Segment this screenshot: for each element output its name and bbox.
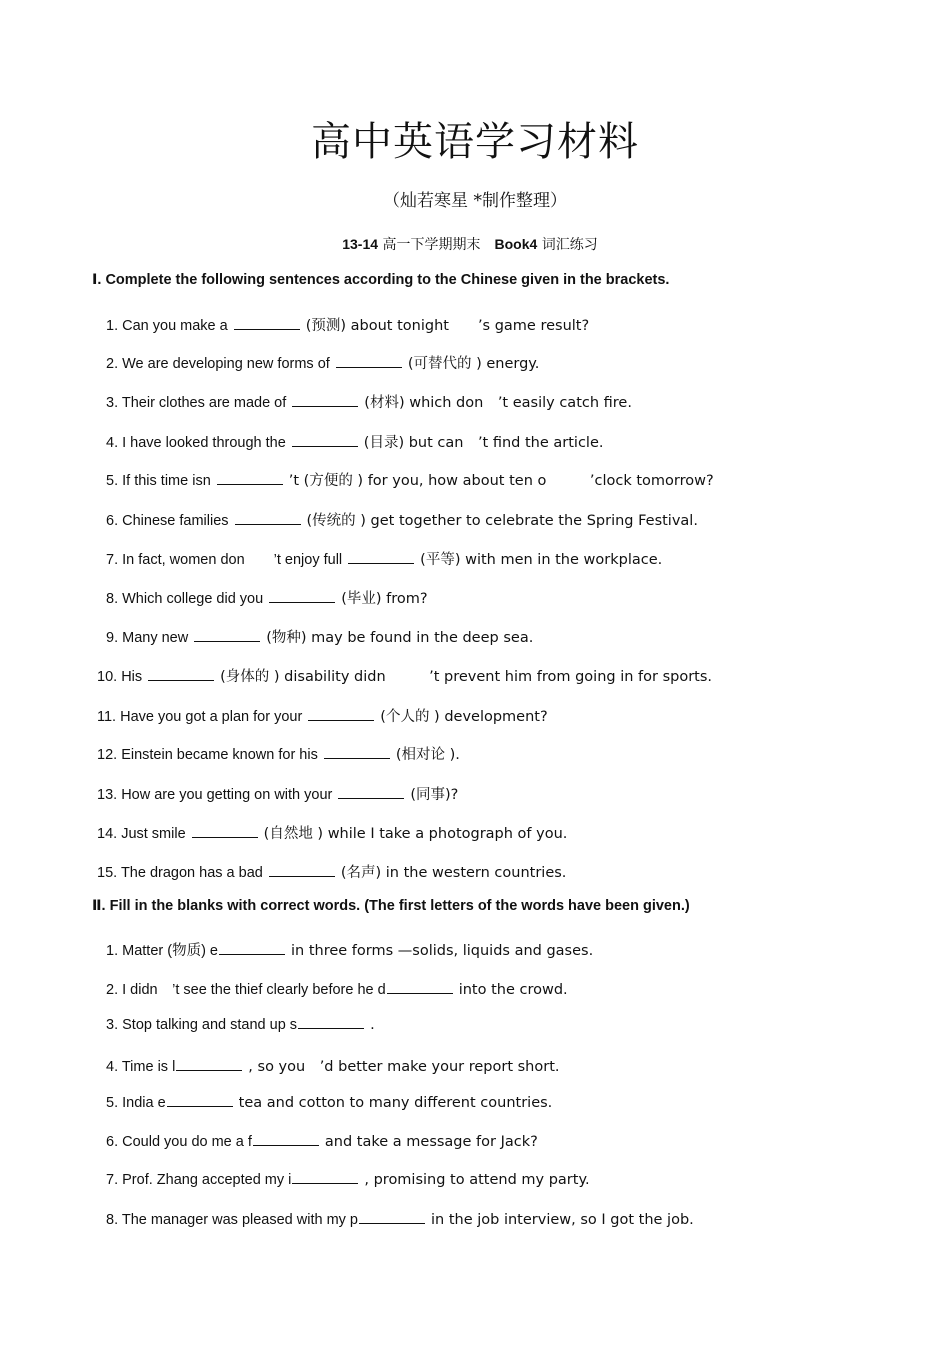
answer-blank[interactable]	[292, 445, 358, 447]
answer-blank[interactable]	[219, 953, 285, 955]
question-number: 4.	[106, 1059, 122, 1075]
question-text-after: (目录) but can ’t find the article.	[363, 435, 604, 451]
question-text-after: (平等) with men in the workplace.	[420, 552, 663, 568]
question-number: 6.	[106, 1134, 123, 1150]
question-text-before: Their clothes are made of	[121, 395, 287, 411]
question-number: 1.	[106, 943, 123, 959]
question-text-after: , so you ’d better make your report short.	[248, 1059, 560, 1075]
question-row	[97, 705, 548, 726]
answer-blank[interactable]	[217, 483, 283, 485]
question-number: 15.	[97, 865, 121, 881]
heading-type: 词汇练习	[537, 237, 598, 253]
question-text-after: (预测) about tonight ’s game result?	[305, 318, 590, 334]
question-row	[106, 587, 428, 608]
exercise-heading	[0, 234, 940, 254]
question-text-before: The dragon has a bad	[120, 865, 263, 881]
question-text-after: (相对论 ).	[395, 747, 460, 763]
question-text-after: (个人的 ) development?	[380, 709, 548, 725]
question-text-after: , promising to attend my party.	[364, 1172, 590, 1188]
question-number: 5.	[106, 473, 123, 489]
answer-blank[interactable]	[176, 1069, 242, 1071]
question-row	[106, 939, 593, 960]
question-text-before: In fact, women don ’t enjoy full	[122, 552, 343, 568]
question-number: 14.	[97, 826, 122, 842]
question-row	[97, 783, 458, 804]
question-number: 2.	[106, 982, 123, 998]
question-text-before: Which college did you	[122, 591, 264, 607]
question-text-after: (传统的 ) get together to celebrate the Spring Festival.	[306, 513, 698, 529]
question-row	[106, 352, 539, 373]
question-number: 8.	[106, 591, 123, 607]
question-number: 6.	[106, 513, 123, 529]
question-number: 5.	[106, 1095, 123, 1111]
question-text-after: (同事)?	[410, 787, 459, 803]
question-text-after: and take a message for Jack?	[324, 1134, 538, 1150]
question-row	[106, 1055, 560, 1076]
answer-blank[interactable]	[359, 1222, 425, 1224]
document-title: 高中英语学习材料	[311, 119, 639, 165]
question-row	[106, 626, 533, 647]
question-row	[106, 431, 603, 452]
question-number: 10.	[97, 669, 122, 685]
question-text-after: (毕业) from?	[341, 591, 428, 607]
answer-blank[interactable]	[234, 328, 300, 330]
question-number: 1.	[106, 318, 123, 334]
answer-blank[interactable]	[269, 601, 335, 603]
question-text-after: .	[370, 1017, 375, 1033]
question-row	[97, 822, 567, 843]
question-text-before: Einstein became known for his	[121, 747, 318, 763]
section-1-title: Ⅰ. Complete the following sentences according to the Chinese given in the brackets.	[92, 272, 670, 288]
answer-blank[interactable]	[292, 405, 358, 407]
question-number: 2.	[106, 356, 123, 372]
answer-blank[interactable]	[338, 797, 404, 799]
answer-blank[interactable]	[148, 679, 214, 681]
question-text-before: The manager was pleased with my p	[121, 1212, 359, 1228]
answer-blank[interactable]	[269, 875, 335, 877]
question-number: 12.	[97, 747, 122, 763]
question-text-after: tea and cotton to many different countries.	[238, 1095, 553, 1111]
question-text-before: Have you got a plan for your	[120, 709, 303, 725]
heading-term: 高一下学期期末	[378, 237, 495, 253]
question-row	[106, 1212, 694, 1228]
question-number: 11.	[97, 709, 121, 725]
question-row	[106, 469, 714, 490]
question-row	[106, 1095, 552, 1111]
answer-blank[interactable]	[167, 1105, 233, 1107]
question-text-before: I didn ’t see the thief clearly before he d	[122, 982, 386, 998]
question-number: 3.	[106, 395, 122, 411]
question-row	[106, 509, 698, 530]
question-text-before: Many new	[122, 630, 189, 646]
question-row	[106, 391, 632, 412]
question-number: 3.	[106, 1017, 123, 1033]
answer-blank[interactable]	[387, 992, 453, 994]
question-text-before: Stop talking and stand up s	[122, 1017, 298, 1033]
question-row	[106, 978, 568, 999]
answer-blank[interactable]	[194, 640, 260, 642]
question-number: 8.	[106, 1212, 122, 1228]
question-row	[97, 861, 566, 882]
answer-blank[interactable]	[192, 836, 258, 838]
document-subtitle: （灿若寒星 *制作整理）	[383, 191, 567, 211]
question-number: 9.	[106, 630, 123, 646]
question-text-after: ’t (方便的 ) for you, how about ten o ’clock tomorrow?	[288, 473, 714, 489]
heading-year: 13-14	[342, 236, 379, 252]
question-text-after: into the crowd.	[458, 982, 568, 998]
question-number: 4.	[106, 435, 123, 451]
question-row	[106, 548, 662, 569]
answer-blank[interactable]	[298, 1027, 364, 1029]
question-text-before: I have looked through the	[122, 435, 286, 451]
question-text-before: If this time isn	[122, 473, 211, 489]
question-row	[106, 1134, 538, 1150]
question-text-before: Time is l	[121, 1059, 176, 1075]
section-2-title: Ⅱ. Fill in the blanks with correct words. (The first letters of the words have been given.)	[92, 898, 690, 914]
answer-blank[interactable]	[253, 1144, 319, 1146]
question-text-before: His	[121, 669, 143, 685]
question-row	[106, 1017, 375, 1033]
question-row	[97, 665, 712, 686]
question-text-after: (材料) which don ’t easily catch fire.	[364, 395, 632, 411]
answer-blank[interactable]	[292, 1182, 358, 1184]
heading-book: Book4	[494, 236, 538, 252]
question-text-before: Can you make a	[122, 318, 228, 334]
answer-blank[interactable]	[308, 719, 374, 721]
question-number: 7.	[106, 552, 123, 568]
question-text-before: Prof. Zhang accepted my i	[122, 1172, 292, 1188]
question-text-after: in three forms —solids, liquids and gases.	[291, 943, 594, 959]
question-text-before: We are developing new forms of	[122, 356, 330, 372]
question-text-before: How are you getting on with your	[121, 787, 333, 803]
question-text-after: (名声) in the western countries.	[340, 865, 567, 881]
question-text-before: Chinese families	[122, 513, 229, 529]
question-text-before: Just smile	[121, 826, 186, 842]
question-row	[106, 1172, 590, 1188]
question-text-before: India e	[122, 1095, 166, 1111]
answer-blank[interactable]	[348, 562, 414, 564]
question-text-before: Could you do me a f	[122, 1134, 252, 1150]
answer-blank[interactable]	[324, 757, 390, 759]
question-text-after: in the job interview, so I got the job.	[431, 1212, 694, 1228]
question-number: 7.	[106, 1172, 123, 1188]
question-number: 13.	[97, 787, 122, 803]
question-row	[106, 314, 589, 335]
question-text-after: (自然地 ) while I take a photograph of you.	[263, 826, 568, 842]
question-text-after: (可替代的 ) energy.	[407, 356, 540, 372]
question-row	[97, 743, 460, 764]
question-text-after: (身体的 ) disability didn ’t prevent him from going in for sports.	[220, 669, 713, 685]
answer-blank[interactable]	[336, 366, 402, 368]
question-text-before: Matter (物质) e	[122, 943, 218, 959]
answer-blank[interactable]	[235, 523, 301, 525]
question-text-after: (物种) may be found in the deep sea.	[266, 630, 534, 646]
